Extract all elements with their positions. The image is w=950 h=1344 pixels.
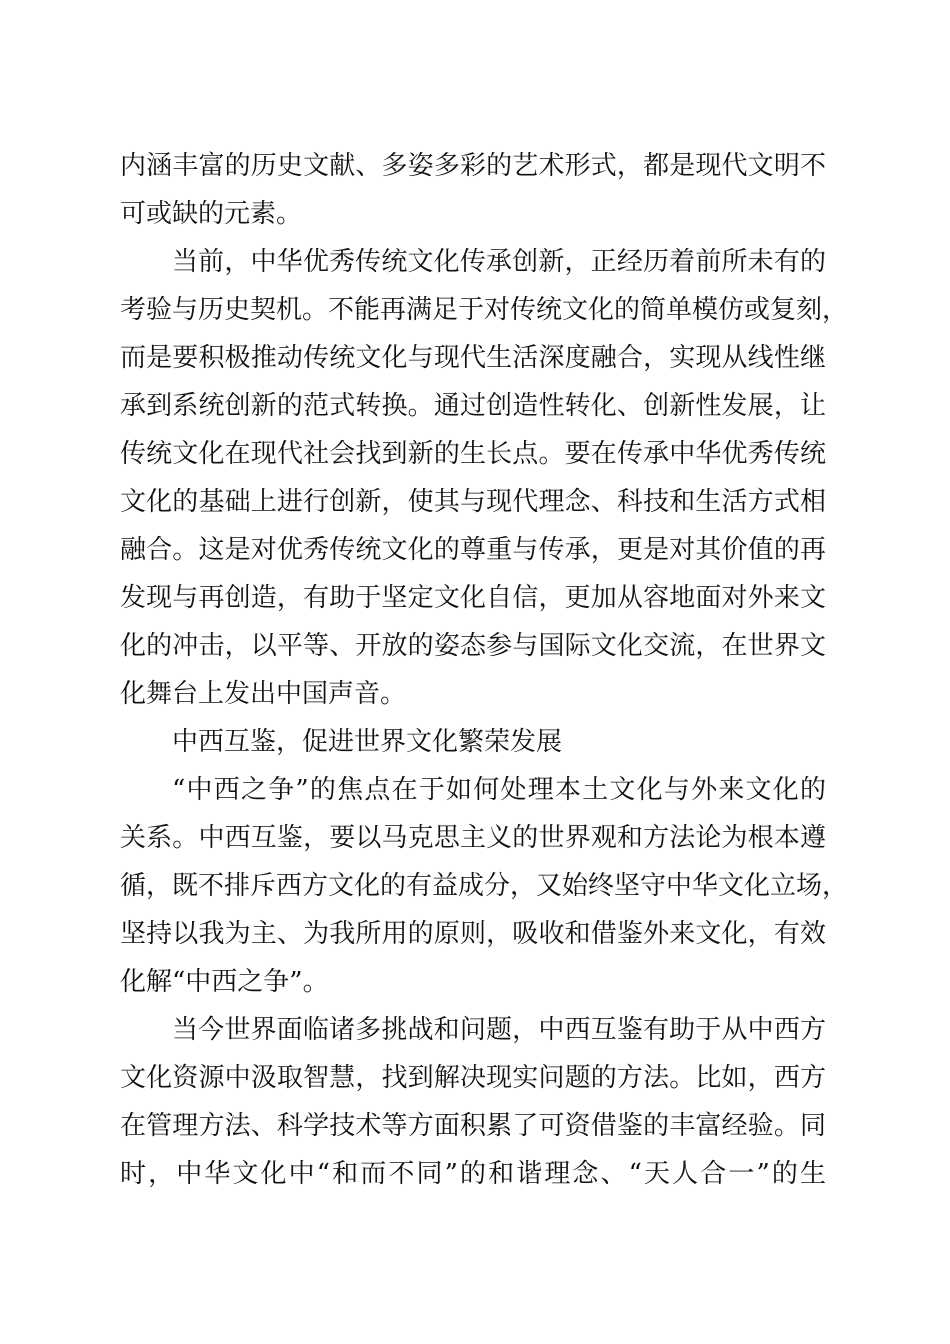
text-line: 化解“中西之争”。 (120, 967, 329, 997)
text-line: 循，既不排斥西方文化的有益成分，又始终坚守中华文化立场， (120, 871, 849, 901)
paragraph-3 (120, 766, 849, 1006)
text-line: 承到系统创新的范式转换。通过创造性转化、创新性发展，让 (120, 391, 826, 421)
text-line: 文化的基础上进行创新，使其与现代理念、科技和生活方式相 (120, 487, 826, 517)
text-line: 化的冲击，以平等、开放的姿态参与国际文化交流，在世界文 (120, 631, 826, 661)
text-line: 发现与再创造，有助于坚定文化自信，更加从容地面对外来文 (120, 583, 826, 613)
text-line: 当今世界面临诸多挑战和问题，中西互鉴有助于从中西方 (172, 1015, 826, 1045)
text-line: 文化资源中汲取智慧，找到解决现实问题的方法。比如，西方 (120, 1063, 826, 1093)
text-line: 关系。中西互鉴，要以马克思主义的世界观和方法论为根本遵 (120, 823, 826, 853)
paragraph-4 (120, 1006, 826, 1198)
text-line: 融合。这是对优秀传统文化的尊重与传承，更是对其价值的再 (120, 535, 826, 565)
text-line: 化舞台上发出中国声音。 (120, 679, 407, 709)
document-body (120, 142, 849, 1198)
text-line: 可或缺的元素。 (120, 199, 303, 229)
text-line: 当前，中华优秀传统文化传承创新，正经历着前所未有的 (172, 247, 826, 277)
text-line: 坚持以我为主、为我所用的原则，吸收和借鉴外来文化，有效 (120, 919, 826, 949)
text-line: 在管理方法、科学技术等方面积累了可资借鉴的丰富经验。同 (120, 1111, 826, 1141)
paragraph-2 (120, 238, 849, 718)
text-line: 传统文化在现代社会找到新的生长点。要在传承中华优秀传统 (120, 439, 826, 469)
paragraph-1 (120, 142, 826, 238)
text-line: 内涵丰富的历史文献、多姿多彩的艺术形式，都是现代文明不 (120, 151, 826, 181)
text-line: 时，中华文化中“和而不同”的和谐理念、“天人合一”的生 (120, 1159, 826, 1189)
section-heading: 中西互鉴，促进世界文化繁荣发展 (172, 727, 563, 757)
text-line: 考验与历史契机。不能再满足于对传统文化的简单模仿或复刻， (120, 295, 849, 325)
text-line: “中西之争”的焦点在于如何处理本土文化与外来文化的 (172, 775, 826, 805)
text-line: 而是要积极推动传统文化与现代生活深度融合，实现从线性继 (120, 343, 826, 373)
